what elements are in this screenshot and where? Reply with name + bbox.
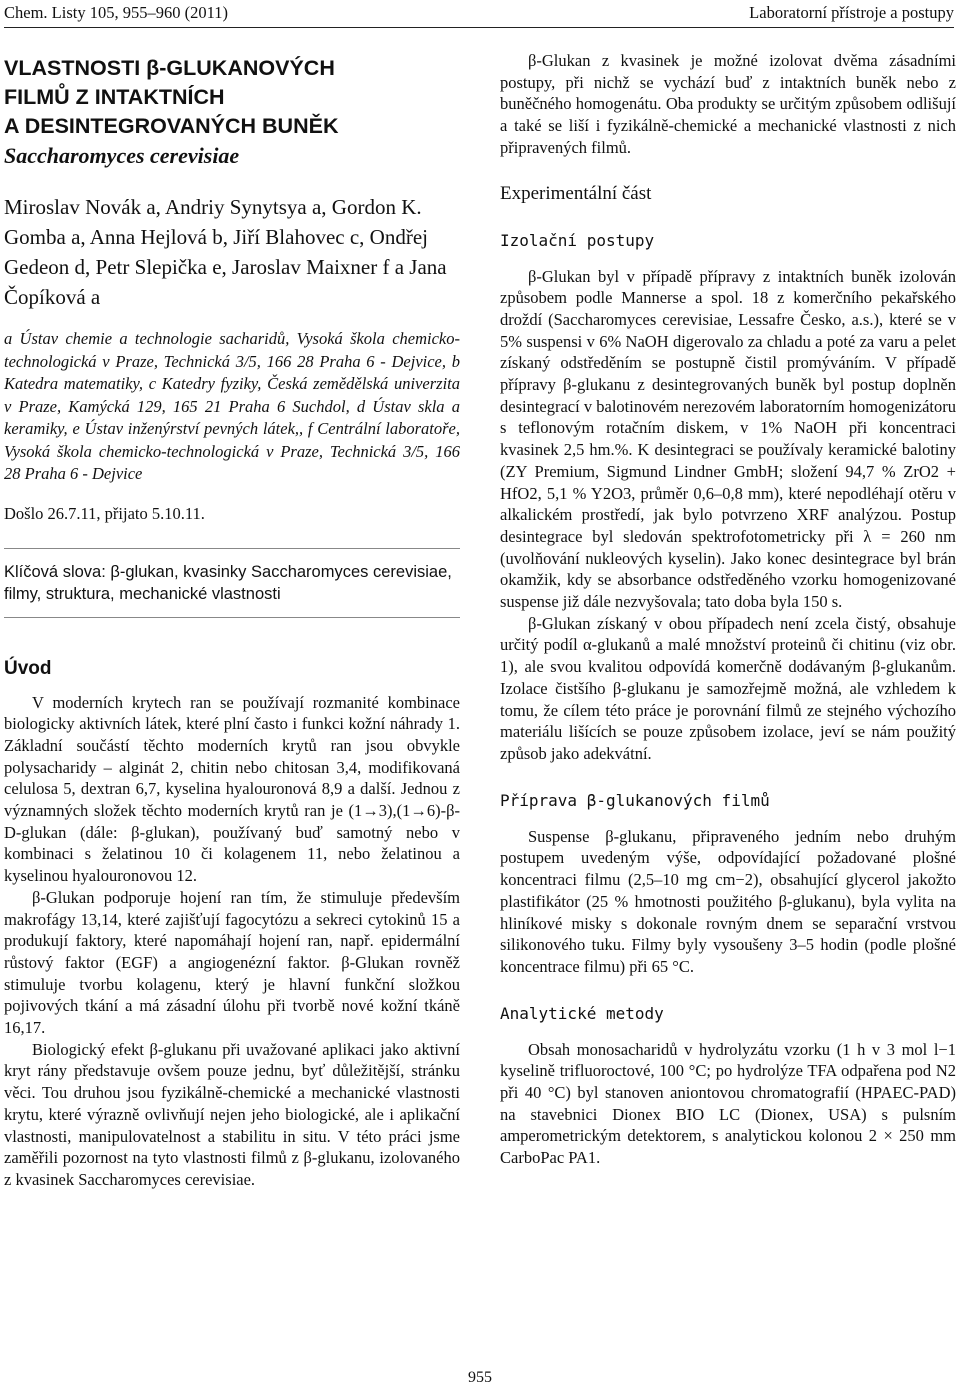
running-head (4, 0, 954, 26)
keywords-text: β-glukan, kvasinky Saccharomyces cerevisiae, filmy, struktura, mechanické vlastnosti (4, 562, 452, 603)
article-title (4, 54, 460, 170)
keywords-rule-top (4, 548, 460, 549)
section-heading-uvod: Úvod (4, 657, 52, 679)
left-column (4, 50, 460, 1191)
intro-paragraph: β-Glukan z kvasinek je možné izolovat dvěma zásadními postupy, při nichž se vychází buď z intaktních buněk nebo z buněčného homogenátu. Oba produkty se určitým způsobem odlišují a také se liší i fyzikálně-chemické a mechanické vlastnosti z nich připravených filmů. (500, 51, 956, 157)
preparation-paragraph: Suspense β-glukanu, připraveného jedním nebo druhým postupem uvedeným výše, odpovídající požadované plošné koncentraci filmu (2,5–10 mg cm−2), obsahující glycerol jakožto plastifikátor (25 % hmotnosti použitého β-glukanu), byla vylita na hliníkové misky s dokonale rovným dnem se separační vrstvou silikonového tuku. Filmy byly vysoušeny 3–5 hodin (podle plošné koncentrace filmu) při 65 °C. (500, 826, 956, 976)
isolation-paragraph-2: β-Glukan získaný v obou případech není zcela čistý, obsahuje určitý podíl α-glukanů a malé množství proteinů či chitinu (viz obr. 1), ale svou kvalitou odpovídá komerčně dodávaným β-glukanům. Izolace čistšího β-glukanu je samozřejmě možná, ale vzhledem k tomu, že cílem této práce je porovnání filmů ze stejného výchozího materiálu lišících se pouze způsobem izolace, jeví se nám použitý způsob jako adekvátní. (500, 613, 956, 763)
journal-section: Laboratorní přístroje a postupy (749, 3, 954, 22)
header-rule (4, 27, 954, 28)
right-column (500, 50, 956, 1169)
title-line-2: FILMŮ Z INTAKTNÍCH (4, 85, 225, 109)
uvod-paragraph-1: V moderních krytech ran se používají rozmanité kombinace biologicky aktivních látek, které plní často i funkci kožní náhrady 1. Základní součástí těchto moderních krytů ran jsou obvykle polysacharidy – alginát 2, chitin nebo chitosan 3,4, modifikovaná celulosa 5, dextran 6,7, kyselina hyalouronová 8,9 a další. Jednou z významných složek těchto moderních krytů ran je (1→3),(1→6)-β-D-glukan (dále: β-glukan), používaný buď samotný nebo v kombinaci s želatinou 10 či kolagenem 11, nebo želatinou a kyselinou hyalouronovou 12. (4, 692, 460, 886)
title-line-4: Saccharomyces cerevisiae (4, 143, 240, 168)
isolation-paragraph-1: β-Glukan byl v případě přípravy z intaktních buněk izolován způsobem podle Mannerse a spol. 18 z komerčního pekařského droždí (Saccharomyces cerevisiae, Lessafre Česko, a.s.), které se v 5% suspensi v 6% NaOH digerovalo za chladu a poté za varu a pelet získaný odstředěním se postupně čistil promýváním. V případě přípravy β-glukanu z desintegrovaných buněk byl postup doplněn desintegrací v balotinovém nerezovém laboratorním homogenizátoru s teflonovým rotačním diskem, v 1% NaOH při koncentraci kvasinek 2,5 hm.%. K desintegraci se používaly keramické balotiny (ZY Premium, Sigmund Lindner GmbH; složení 94,7 % ZrO2 + HfO2, 5,1 % Y2O3, průměr 0,6–0,8 mm), které nepodléhají otěru v alkalickém prostředí, jak bylo potvrzeno XRF analýzou. Postup desintegrace byl sledován spektrofotometricky při λ = 260 nm (uvolňování nukleových kyselin). Jako konec desintegrace byl brán okamžik, kdy se absorbance odstředěného vzorku homogenizované suspense již dále nezvyšovala; tato doba byla 150 s. (500, 266, 956, 612)
section-heading-experimental: Experimentální část (500, 182, 652, 204)
title-line-3: A DESINTEGROVANÝCH BUNĚK (4, 114, 339, 138)
keywords-label: Klíčová slova: (4, 562, 106, 581)
page-number: 955 (468, 1369, 492, 1386)
keywords (4, 561, 460, 605)
uvod-paragraph-3: Biologický efekt β-glukanu při uvažované aplikaci jako aktivní kryt rány představuje ovšem pouze jednu, byť důležitější, stránku věci. Tou druhou jsou fyzikálně-chemické a mechanické vlastnosti krytu, které výrazně ovlivňují nejen jeho biologické, ale i aplikační vlastnosti, manipulovatelnost a stabilitu in situ. V této práci jsme zaměřili pozornost na tyto vlastnosti filmů z β-glukanu, izolovaného z kvasinek Saccharomyces cerevisiae. (4, 1039, 460, 1189)
received-accepted-dates: Došlo 26.7.11, přijato 5.10.11. (4, 503, 205, 523)
subsection-heading-analytical: Analytické metody (500, 1003, 664, 1023)
affiliations: a Ústav chemie a technologie sacharidů, Vysoká škola chemicko-technologická v Praze, Technická 3/5, 166 28 Praha 6 - Dejvice, b Katedra matematiky, c Katedry fyziky, Česká zemědělská univerzita v Praze, Kamýcká 129, 165 21 Praha 6 Suchdol, d Ústav skla a keramiky, e Ústav inženýrství pevných látek,, f Centrální laboratoře, Vysoká škola chemicko-technologická v Praze, Technická 3/5, 166 28 Praha 6 - Dejvice (4, 329, 460, 483)
analytical-paragraph: Obsah monosacharidů v hydrolyzátu vzorku (1 h v 3 mol l−1 kyselině trifluoroctové, 100 °C; po hydrolýze TFA odpařena pod N2 při 40 °C) byl stanoven aniontovou chromatografií (HPAEC-PAD) na stavebnici Dionex BIO LC (Dionex, USA) s pulsním amperometrickým detektorem, s analytickou kolonou 2 × 250 mm CarboPac PA1. (500, 1039, 956, 1168)
author-list: Miroslav Novák a, Andriy Synytsya a, Gordon K. Gomba a, Anna Hejlová b, Jiří Blahovec c, Ondřej Gedeon d, Petr Slepička e, Jaroslav Maixner f a Jana Čopíková a (4, 195, 447, 309)
subsection-heading-preparation: Příprava β-glukanových filmů (500, 790, 770, 810)
subsection-heading-isolation: Izolační postupy (500, 230, 655, 250)
uvod-paragraph-2: β-Glukan podporuje hojení ran tím, že stimuluje především makrofágy 13,14, které zajišťují fagocytózu a sekreci cytokinů 15 a produkují faktory, které napomáhají hojení ran, např. epidermální růstový faktor (EGF) a angiogenézní faktor. β-Glukan rovněž stimuluje tvorbu kolagenu, který je hlavní funkční složkou pojivových tkání a má zásadní úlohu při tvorbě nové kožní tkáně 16,17. (4, 887, 460, 1038)
keywords-rule-bottom (4, 617, 460, 618)
journal-citation: Chem. Listy 105, 955–960 (2011) (4, 3, 228, 22)
title-line-1: VLASTNOSTI β-GLUKANOVÝCH (4, 56, 335, 80)
